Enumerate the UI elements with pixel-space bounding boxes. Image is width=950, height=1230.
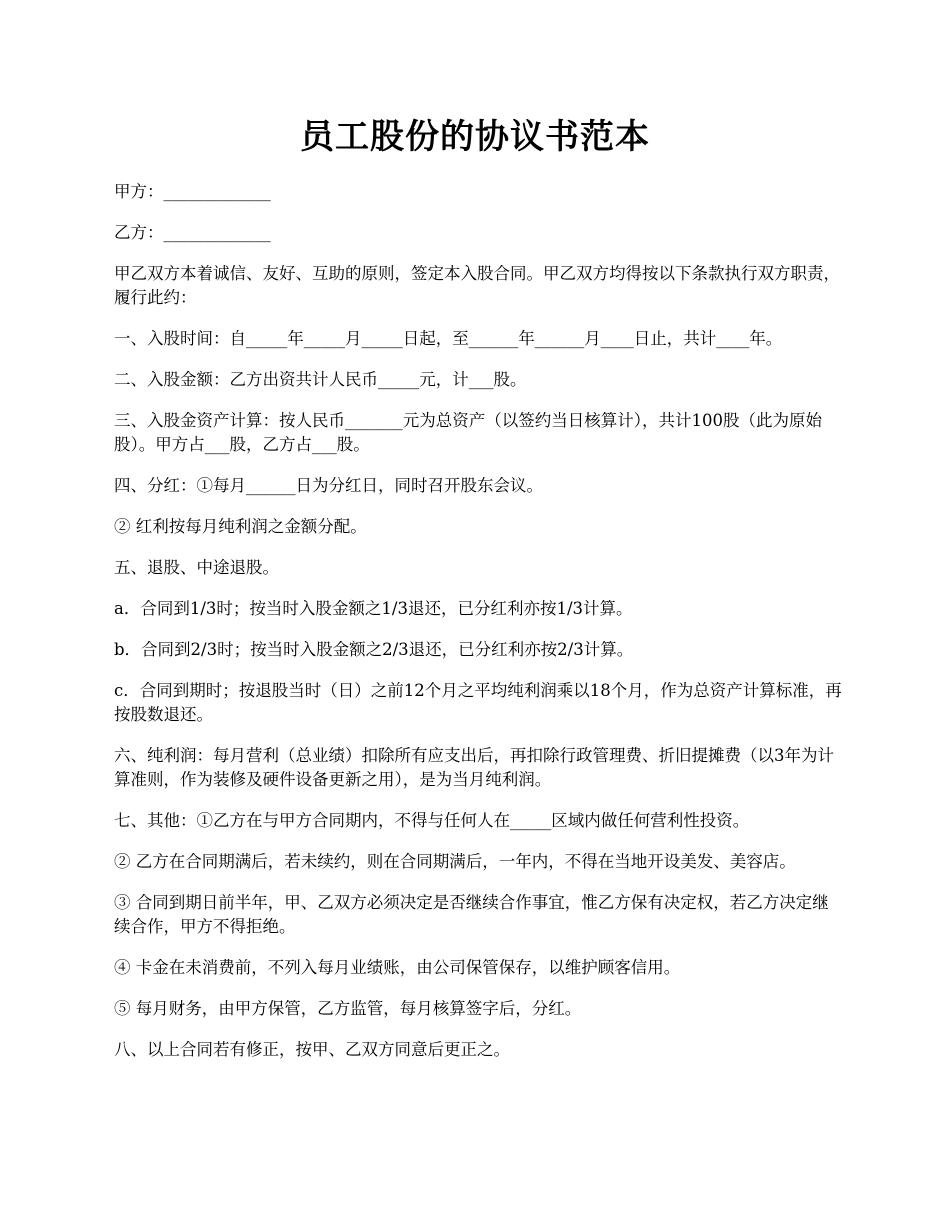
clause-7-item-4: ④ 卡金在未消费前，不列入每月业绩账，由公司保管保存，以维护顾客信用。 bbox=[114, 958, 681, 977]
party-a-line: 甲方：_____________ bbox=[114, 182, 271, 201]
clause-7-item-2: ② 乙方在合同期满后，若未续约，则在合同期满后，一年内，不得在当地开设美发、美容店。 bbox=[114, 852, 796, 871]
clause-2-investment-amount: 二、入股金额：乙方出资共计人民币_____元，计___股。 bbox=[114, 370, 527, 389]
clause-5-item-b: b．合同到2/3时；按当时入股金额之2/3退还，已分红利亦按2/3计算。 bbox=[114, 640, 634, 659]
clause-7-item-3: ③ 合同到期日前半年，甲、乙双方必须决定是否继续合作事宜，惟乙方保有决定权，若乙方决定继续合作，甲方不得拒绝。 bbox=[114, 893, 829, 936]
party-b-line: 乙方：_____________ bbox=[114, 223, 271, 242]
clause-1-investment-period: 一、入股时间：自_____年_____月_____日起，至______年______月____日止，共计____年。 bbox=[114, 329, 783, 348]
clause-5-withdrawal: 五、退股、中途退股。 bbox=[114, 558, 279, 577]
clause-4-item-2: ② 红利按每月纯利润之金额分配。 bbox=[114, 517, 367, 536]
clause-7-item-5: ⑤ 每月财务，由甲方保管，乙方监管，每月核算签字后，分红。 bbox=[114, 999, 582, 1018]
clause-3-asset-calculation: 三、入股金资产计算：按人民币_______元为总资产（以签约当日核算计），共计100股（此为原始股）。甲方占___股，乙方占___股。 bbox=[114, 411, 822, 454]
clause-7-other: 七、其他：①乙方在与甲方合同期内，不得与任何人在_____区域内做任何营利性投资。 bbox=[114, 811, 750, 830]
clause-5-item-c: c．合同到期时；按退股当时（日）之前12个月之平均纯利润乘以18个月，作为总资产计算标准，再按股数退还。 bbox=[114, 681, 842, 724]
clause-4-dividend: 四、分红：①每月______日为分红日，同时召开股东会议。 bbox=[114, 476, 543, 495]
clause-6-net-profit: 六、纯利润：每月营利（总业绩）扣除所有应支出后，再扣除行政管理费、折旧提摊费（以3年为计算准则，作为装修及硬件设备更新之用），是为当月纯利润。 bbox=[114, 746, 834, 789]
intro-paragraph: 甲乙双方本着诚信、友好、互助的原则，签定本入股合同。甲乙双方均得按以下条款执行双方职责，履行此约： bbox=[114, 264, 840, 307]
document-body bbox=[114, 180, 842, 1079]
clause-5-item-a: a．合同到1/3时；按当时入股金额之1/3退还，已分红利亦按1/3计算。 bbox=[114, 599, 633, 618]
clause-8-amendments: 八、以上合同若有修正，按甲、乙双方同意后更正之。 bbox=[114, 1040, 510, 1059]
document-title: 员工股份的协议书范本 bbox=[300, 117, 650, 157]
